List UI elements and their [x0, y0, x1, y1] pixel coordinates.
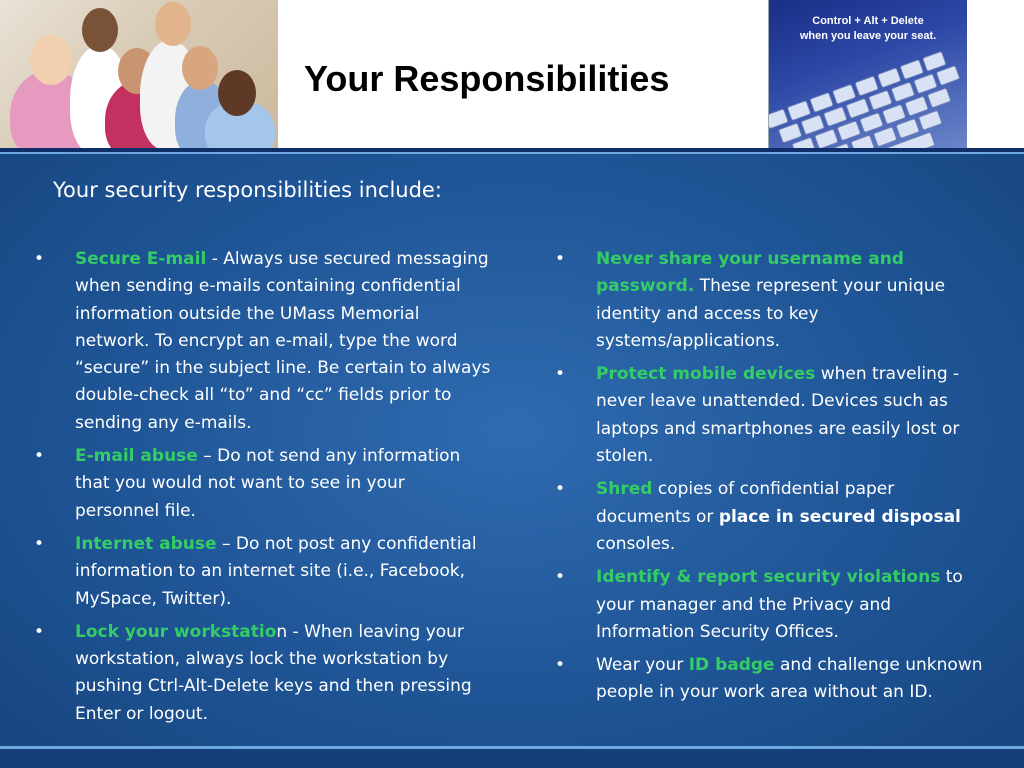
keyboard-caption-line-2: when you leave your seat. [799, 30, 937, 42]
item-text: - Always use secured messaging when sending e-mails containing confidential information outside the UMass Memorial network. To encrypt an e-mail, type the word “secure” in the subject line. Be certain to always double-check all “to” and “cc” fields prior to sending any e-mails. [75, 249, 491, 433]
bullet-icon: • [33, 533, 45, 554]
item-text: copies of confidential paper documents or [596, 479, 895, 527]
item-highlight: Identify & report security violations [596, 567, 941, 588]
item-text: These represent your unique identity and access to key systems/applications. [596, 276, 946, 351]
item-highlight: Secure E-mail [75, 249, 207, 269]
item-highlight: Shred [596, 479, 653, 500]
list-item-shred [553, 476, 993, 558]
item-lead: Wear your [596, 655, 689, 676]
keyboard-caption [769, 14, 967, 44]
item-highlight: Protect mobile devices [596, 364, 816, 385]
list-item-email-abuse [32, 443, 492, 525]
list-item-report-violations [553, 564, 993, 646]
bullet-icon: • [554, 249, 566, 269]
list-item-never-share [553, 246, 993, 355]
item-highlight: E-mail abuse [75, 446, 198, 467]
bullet-icon: • [554, 479, 566, 500]
bullet-icon: • [554, 655, 566, 676]
healthcare-staff-photo [0, 0, 278, 150]
slide-header [0, 0, 1024, 150]
list-item-protect-devices [553, 361, 993, 470]
bullet-icon: • [33, 446, 45, 467]
footer-band [0, 749, 1024, 768]
item-highlight: ID badge [688, 655, 775, 676]
item-highlight: Never share your username and password. [596, 249, 904, 297]
item-text: n - When leaving your workstation, always lock the workstation by pushing Ctrl-Alt-Delete keys and then pressing Enter or logout. [75, 621, 472, 724]
keyboard-image [768, 0, 967, 150]
item-strong: place in secured disposal [718, 506, 961, 527]
slide-title: Your Responsibilities [304, 58, 670, 99]
intro-text: Your security responsibilities include: [53, 178, 442, 202]
bullet-icon: • [554, 567, 566, 588]
item-text: and challenge unknown people in your work area without an ID. [596, 655, 983, 703]
bullet-icon: • [33, 249, 45, 269]
keyboard-caption-line-1: Control + Alt + Delete [812, 15, 924, 27]
item-text: – Do not post any confidential information to an internet site (i.e., Facebook, MySpace, Twitter). [75, 533, 477, 609]
bullet-icon: • [33, 621, 45, 642]
item-text: to your manager and the Privacy and Information Security Offices. [596, 567, 963, 642]
item-text: when traveling - never leave unattended. Devices such as laptops and smartphones are easily lost or stolen. [596, 364, 960, 467]
list-item-internet-abuse [32, 531, 492, 613]
left-bullet-list [32, 246, 492, 734]
item-highlight: Internet abuse [75, 533, 217, 554]
right-bullet-list [553, 246, 993, 713]
bullet-icon: • [554, 364, 566, 385]
list-item-lock-workstation [32, 619, 492, 728]
item-text-2: consoles. [596, 533, 676, 554]
list-item-id-badge [553, 652, 993, 707]
item-highlight: Lock your workstatio [75, 621, 277, 642]
list-item-secure-email [32, 246, 492, 437]
item-text: – Do not send any information that you would not want to see in your personnel file. [75, 446, 461, 521]
